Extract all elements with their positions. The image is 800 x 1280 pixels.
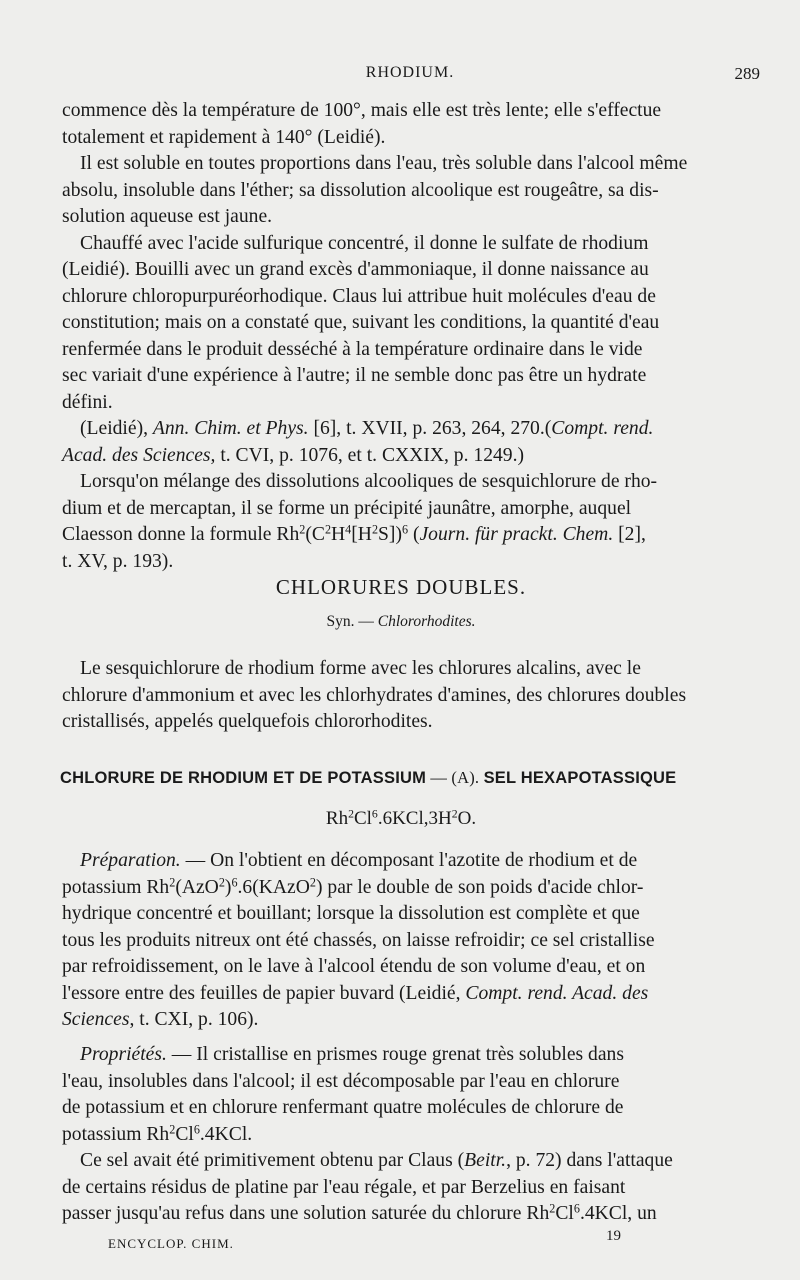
superscript: 2 [309,874,316,889]
superscript: 4 [345,522,352,537]
para6-line3 [62,1201,744,1228]
signature-mark: 19 [606,1228,621,1244]
text-block-top [62,98,744,575]
text-run: .6KCl,3H [377,808,452,829]
ref-journal: Ann. Chim. et Phys. [152,418,309,439]
prep-line3: hydrique concentré et bouillant; lorsque la dissolution est complète et que [62,903,640,924]
para5-line1: Le sesquichlorure de rhodium forme avec les chlorures alcalins, avec le [80,658,641,679]
para4-line4: t. XV, p. 193). [62,550,174,572]
text-run: passer jusqu'au refus dans une solution saturée du chlorure Rh [62,1203,550,1224]
text-run: O. [457,808,477,829]
ref-volume: [6], t. XVII, p. 263, 264, 270.( [308,418,552,439]
superscript: 6 [401,522,409,537]
superscript: 2 [371,522,379,537]
superscript: 2 [299,522,306,537]
compound-heading [60,768,742,788]
text-run: (AzO [175,876,219,898]
para1-line1: commence dès la température de 100°, mais elle est très lente; elle s'effectue [62,100,662,121]
text-block-properties [62,1042,744,1228]
text-run: Cl [555,1203,574,1224]
para3-line7: défini. [62,391,113,413]
footer-source: ENCYCLOP. CHIM. [108,1236,234,1251]
para5-line3: cristallisés, appelés quelquefois chlororhodites. [62,711,433,732]
ref-journal-2b: Acad. des Sciences, [62,444,216,466]
para6-line2: de certains résidus de platine par l'eau régale, et par Berzelius en faisant [62,1176,626,1198]
journal-title: Sciences [62,1009,130,1030]
superscript: 2 [218,874,225,889]
superscript: 2 [169,1121,176,1136]
heading-left: CHLORURE DE RHODIUM ET DE POTASSIUM [60,769,427,787]
superscript: 6 [371,807,378,821]
text-run: Cl [175,1123,194,1145]
prep-line6 [62,981,744,1008]
superscript: 6 [573,1201,580,1216]
para3-line1: Chauffé avec l'acide sulfurique concentré, il donne le sulfate de rhodium [80,232,649,254]
text-run: .4KCl. [199,1123,253,1145]
synonym-line [60,613,742,631]
syn-value: Chlororhodites. [377,613,476,630]
text-run: .4KCl, un [579,1203,657,1224]
prep-line4: tous les produits nitreux ont été chassés, on laisse refroidir; ce sel cristallise [62,929,655,951]
text-run: Claesson donne la formule Rh [62,524,300,545]
para3-line3: chlorure chloropurpuréorhodique. Claus lui attribue huit molécules d'eau de [62,285,656,307]
text-run: Cl [353,808,372,829]
running-head [60,62,760,88]
syn-label: Syn. — [326,613,378,630]
prep-line5: par refroidissement, on le lave à l'alcool étendu de son volume d'eau, et on [62,956,646,977]
text-run: .6(KAzO [237,876,310,898]
text-run: potassium Rh [62,876,170,898]
superscript: 6 [193,1121,200,1136]
para4-line1: Lorsqu'on mélange des dissolutions alcooliques de sesquichlorure de rho- [80,471,658,492]
text-run: Ce sel avait été primitivement obtenu par Claus ( [80,1150,465,1171]
text-run: (C [305,524,325,545]
para2-line1: Il est soluble en toutes proportions dans l'eau, très soluble dans l'alcool même [80,153,688,174]
text-run: S]) [378,524,402,545]
text-run: — Il cristallise en prismes rouge grenat très solubles dans [166,1044,624,1065]
props-label: Propriétés. [80,1044,167,1065]
para4-line3 [62,522,744,549]
compound-formula [60,808,742,830]
text-run: l'essore entre des feuilles de papier buvard (Leidié, [62,982,466,1004]
para3-line2: (Leidié). Bouilli avec un grand excès d'ammoniaque, il donne naissance au [62,259,649,280]
superscript: 2 [169,874,176,889]
text-block-section [62,656,744,736]
text-run: Rh [325,808,349,829]
props-line1 [62,1042,744,1069]
para5-line2: chlorure d'ammonium et avec les chlorhydrates d'amines, des chlorures doubles [62,684,687,706]
heading-mid: — (A). [426,768,484,787]
prep-line7 [62,1007,744,1034]
text-run: H [331,524,346,545]
text-run: [H [351,524,372,545]
page-number: 289 [734,64,760,83]
text-run: , t. CXI, p. 106). [129,1009,259,1030]
superscript: 2 [324,522,332,537]
reference-line2 [62,443,744,470]
text-run: potassium Rh [62,1123,170,1145]
superscript: 2 [348,807,354,821]
para6-line1 [62,1148,744,1175]
running-title: RHODIUM. [365,64,455,81]
text-run: ) [224,876,232,898]
text-run: — On l'obtient en décomposant l'azotite de rhodium et de [180,850,638,871]
ref-author: (Leidié), [80,418,153,439]
props-line3: de potassium et en chlorure renfermant quatre molécules de chlorure de [62,1097,624,1118]
para2-line3: solution aqueuse est jaune. [62,206,273,227]
para1-line2: totalement et rapidement à 140° (Leidié). [62,126,386,148]
reference-line1 [62,416,744,443]
journal-title: Compt. rend. Acad. des [465,982,649,1004]
ref-volume-2: t. CVI, p. 1076, et t. CXXIX, p. 1249.) [215,444,525,466]
text-run: , p. 72) dans l'attaque [506,1150,673,1171]
ref-journal-2a: Compt. rend. [551,418,654,439]
superscript: 2 [451,807,458,821]
para2-line2: absolu, insoluble dans l'éther; sa dissolution alcoolique est rougeâtre, sa dis- [62,179,659,201]
journal-title: Beitr. [464,1150,507,1171]
para3-line5: renfermée dans le produit desséché à la température ordinaire dans le vide [62,338,643,360]
prep-line2 [62,875,744,902]
text-run: ( [408,524,420,545]
para4-line2: dium et de mercaptan, il se forme un précipité jaunâtre, amorphe, auquel [62,497,632,519]
text-run: ) par le double de son poids d'acide chlor- [315,876,644,898]
para3-line6: sec variait d'une expérience à l'autre; il ne semble donc pas être un hydrate [62,365,647,386]
text-block-preparation [62,848,744,1034]
prep-label: Préparation. [80,850,181,871]
journal-title: Journ. für prackt. Chem. [419,524,614,545]
heading-right: SEL HEXAPOTASSIQUE [483,769,677,787]
props-line2: l'eau, insolubles dans l'alcool; il est décomposable par l'eau en chlorure [62,1070,620,1092]
para3-line4: constitution; mais on a constaté que, suivant les conditions, la quantité d'eau [62,312,660,333]
props-line4 [62,1122,744,1149]
superscript: 6 [231,874,238,889]
text-run: [2], [613,524,646,545]
section-title: CHLORURES DOUBLES. [275,575,527,599]
superscript: 2 [549,1201,556,1216]
prep-line1 [62,848,744,875]
